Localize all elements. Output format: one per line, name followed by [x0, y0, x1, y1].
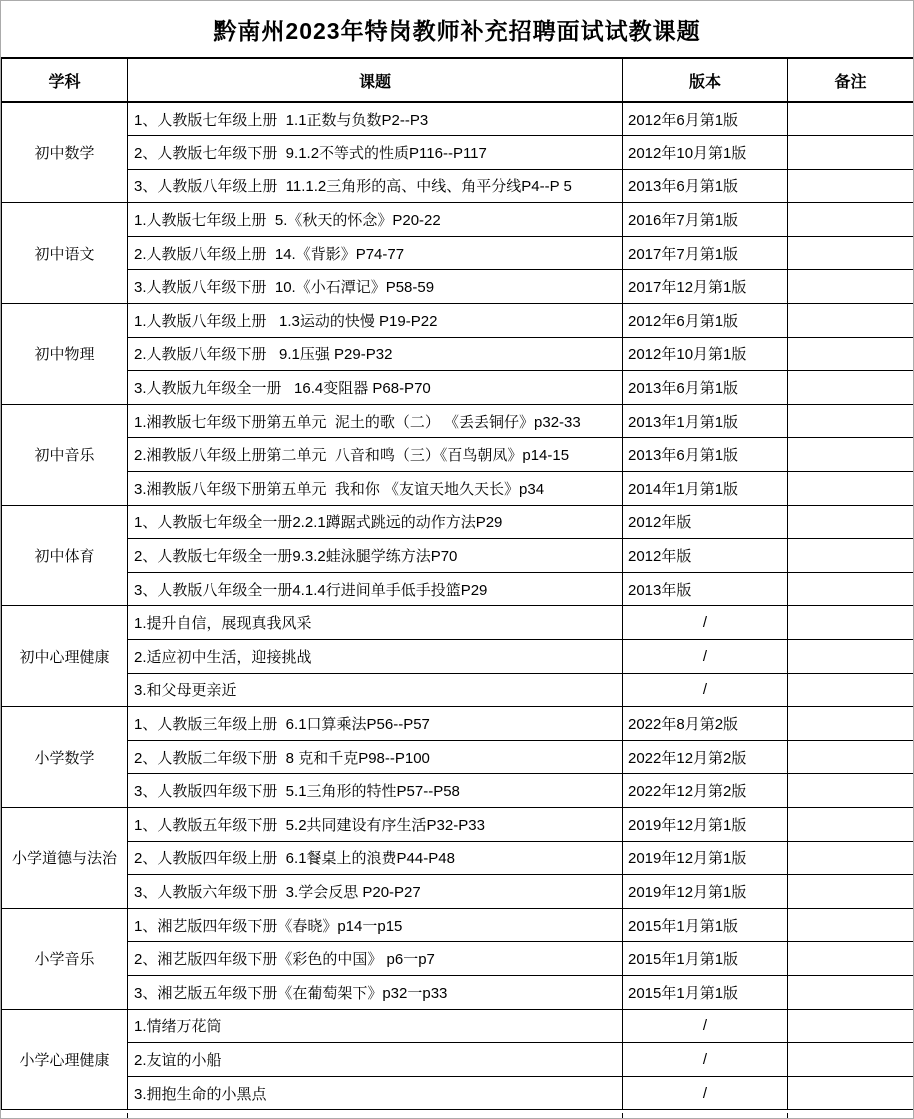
- version-cell: 2013年6月第1版: [623, 438, 788, 472]
- topic-cell: 2、人教版七年级全一册9.3.2蛙泳腿学练方法P70: [128, 539, 623, 573]
- table-row: [2, 102, 914, 136]
- version-cell: 2013年6月第1版: [623, 169, 788, 203]
- note-cell: [788, 640, 914, 674]
- topic-cell: 1.提升自信，展现真我风采: [128, 606, 623, 640]
- subject-cell: 初中心理健康: [2, 606, 128, 707]
- topic-cell: 3、人教版八年级上册 11.1.2三角形的高、中线、角平分线P4--P 5: [128, 169, 623, 203]
- topic-cell: 2.人教版八年级上册 14.《背影》P74-77: [128, 236, 623, 270]
- note-cell: [788, 102, 914, 136]
- topic-cell: 1、人教版三年级上册 6.1口算乘法P56--P57: [128, 707, 623, 741]
- version-cell: 2012年10月第1版: [623, 136, 788, 170]
- topic-cell: 2.适应初中生活，迎接挑战: [128, 640, 623, 674]
- column-divider: [622, 1113, 623, 1118]
- version-cell: 2013年1月第1版: [623, 404, 788, 438]
- topic-cell: 1、人教版五年级下册 5.2共同建设有序生活P32-P33: [128, 807, 623, 841]
- version-cell: 2012年6月第1版: [623, 304, 788, 338]
- note-cell: [788, 707, 914, 741]
- version-cell: /: [623, 1043, 788, 1077]
- note-cell: [788, 572, 914, 606]
- note-cell: [788, 472, 914, 506]
- table-row: [2, 908, 914, 942]
- version-cell: 2013年版: [623, 572, 788, 606]
- table-row: [2, 942, 914, 976]
- note-cell: [788, 807, 914, 841]
- note-cell: [788, 1009, 914, 1043]
- header-row: [2, 58, 914, 102]
- note-cell: [788, 875, 914, 909]
- column-header-note: 备注: [788, 58, 914, 102]
- page-title: 黔南州2023年特岗教师补充招聘面试试教课题: [213, 17, 701, 44]
- note-cell: [788, 740, 914, 774]
- version-cell: 2012年版: [623, 539, 788, 573]
- version-cell: 2013年6月第1版: [623, 371, 788, 405]
- version-cell: 2019年12月第1版: [623, 875, 788, 909]
- note-cell: [788, 337, 914, 371]
- topic-cell: 3、人教版四年级下册 5.1三角形的特性P57--P58: [128, 774, 623, 808]
- subject-cell: 初中音乐: [2, 404, 128, 505]
- table-row: [2, 472, 914, 506]
- note-cell: [788, 942, 914, 976]
- table-row: [2, 606, 914, 640]
- version-cell: /: [623, 1009, 788, 1043]
- version-cell: /: [623, 606, 788, 640]
- version-cell: /: [623, 673, 788, 707]
- table-row: [2, 841, 914, 875]
- topics-table: [1, 57, 914, 1110]
- column-divider: [787, 1113, 788, 1118]
- column-header-topic: 课题: [128, 58, 623, 102]
- topic-cell: 3、湘艺版五年级下册《在葡萄架下》p32一p33: [128, 975, 623, 1009]
- topic-cell: 2、人教版七年级下册 9.1.2不等式的性质P116--P117: [128, 136, 623, 170]
- version-cell: /: [623, 1076, 788, 1110]
- note-cell: [788, 371, 914, 405]
- topic-cell: 3.湘教版八年级下册第五单元 我和你 《友谊天地久天长》p34: [128, 472, 623, 506]
- note-cell: [788, 606, 914, 640]
- table-row: [2, 572, 914, 606]
- subject-cell: 初中语文: [2, 203, 128, 304]
- note-cell: [788, 136, 914, 170]
- note-cell: [788, 304, 914, 338]
- version-cell: /: [623, 640, 788, 674]
- note-cell: [788, 975, 914, 1009]
- topic-cell: 3.人教版九年级全一册 16.4变阻器 P68-P70: [128, 371, 623, 405]
- topic-cell: 2、人教版四年级上册 6.1餐桌上的浪费P44-P48: [128, 841, 623, 875]
- note-cell: [788, 1076, 914, 1110]
- topic-cell: 1、湘艺版四年级下册《春晓》p14一p15: [128, 908, 623, 942]
- table-row: [2, 337, 914, 371]
- topic-cell: 3、人教版八年级全一册4.1.4行进间单手低手投篮P29: [128, 572, 623, 606]
- table-row: [2, 404, 914, 438]
- table-row: [2, 640, 914, 674]
- version-cell: 2017年7月第1版: [623, 236, 788, 270]
- table-row: [2, 539, 914, 573]
- topic-cell: 2、人教版二年级下册 8 克和千克P98--P100: [128, 740, 623, 774]
- column-header-version: 版本: [623, 58, 788, 102]
- table-row: [2, 1009, 914, 1043]
- table-row: [2, 1043, 914, 1077]
- topic-cell: 1、人教版七年级全一册2.2.1蹲踞式跳远的动作方法P29: [128, 505, 623, 539]
- version-cell: 2017年12月第1版: [623, 270, 788, 304]
- table-row: [2, 673, 914, 707]
- table-row: [2, 169, 914, 203]
- version-cell: 2015年1月第1版: [623, 975, 788, 1009]
- note-cell: [788, 1043, 914, 1077]
- note-cell: [788, 203, 914, 237]
- topic-cell: 2.湘教版八年级上册第二单元 八音和鸣（三）《百鸟朝凤》p14-15: [128, 438, 623, 472]
- table-body: [2, 102, 914, 1110]
- note-cell: [788, 774, 914, 808]
- table-row: [2, 975, 914, 1009]
- topic-cell: 1.湘教版七年级下册第五单元 泥土的歌（二） 《丢丢铜仔》p32-33: [128, 404, 623, 438]
- table-row: [2, 236, 914, 270]
- table-row: [2, 136, 914, 170]
- table-row: [2, 505, 914, 539]
- version-cell: 2019年12月第1版: [623, 807, 788, 841]
- subject-cell: 小学数学: [2, 707, 128, 808]
- table-row: [2, 304, 914, 338]
- subject-cell: 小学道德与法治: [2, 807, 128, 908]
- topic-cell: 3.和父母更亲近: [128, 673, 623, 707]
- table-row: [2, 270, 914, 304]
- topic-cell: 3、人教版六年级下册 3.学会反思 P20-P27: [128, 875, 623, 909]
- version-cell: 2015年1月第1版: [623, 908, 788, 942]
- topic-cell: 3.人教版八年级下册 10.《小石潭记》P58-59: [128, 270, 623, 304]
- note-cell: [788, 673, 914, 707]
- note-cell: [788, 270, 914, 304]
- note-cell: [788, 236, 914, 270]
- subject-cell: 初中物理: [2, 304, 128, 405]
- note-cell: [788, 169, 914, 203]
- version-cell: 2022年8月第2版: [623, 707, 788, 741]
- note-cell: [788, 505, 914, 539]
- topic-cell: 1.人教版七年级上册 5.《秋天的怀念》P20-22: [128, 203, 623, 237]
- version-cell: 2012年6月第1版: [623, 102, 788, 136]
- table-row: [2, 203, 914, 237]
- subject-cell: 小学心理健康: [2, 1009, 128, 1110]
- topic-cell: 1.人教版八年级上册 1.3运动的快慢 P19-P22: [128, 304, 623, 338]
- version-cell: 2014年1月第1版: [623, 472, 788, 506]
- topic-cell: 3.拥抱生命的小黑点: [128, 1076, 623, 1110]
- note-cell: [788, 908, 914, 942]
- note-cell: [788, 438, 914, 472]
- topic-cell: 1.情绪万花筒: [128, 1009, 623, 1043]
- table-row: [2, 438, 914, 472]
- version-cell: 2012年10月第1版: [623, 337, 788, 371]
- version-cell: 2015年1月第1版: [623, 942, 788, 976]
- table-row: [2, 807, 914, 841]
- version-cell: 2019年12月第1版: [623, 841, 788, 875]
- note-cell: [788, 404, 914, 438]
- version-cell: 2016年7月第1版: [623, 203, 788, 237]
- topic-cell: 1、人教版七年级上册 1.1正数与负数P2--P3: [128, 102, 623, 136]
- table-row: [2, 875, 914, 909]
- table-row: [2, 707, 914, 741]
- topic-cell: 2、湘艺版四年级下册《彩色的中国》 p6一p7: [128, 942, 623, 976]
- subject-cell: 初中数学: [2, 102, 128, 203]
- version-cell: 2012年版: [623, 505, 788, 539]
- column-header-subject: 学科: [2, 58, 128, 102]
- column-divider: [127, 1113, 128, 1118]
- table-row: [2, 371, 914, 405]
- subject-cell: 小学音乐: [2, 908, 128, 1009]
- topic-cell: 2.友谊的小船: [128, 1043, 623, 1077]
- note-cell: [788, 841, 914, 875]
- version-cell: 2022年12月第2版: [623, 740, 788, 774]
- table-row: [2, 774, 914, 808]
- topic-cell: 2.人教版八年级下册 9.1压强 P29-P32: [128, 337, 623, 371]
- subject-cell: 初中体育: [2, 505, 128, 606]
- version-cell: 2022年12月第2版: [623, 774, 788, 808]
- table-row: [2, 1076, 914, 1110]
- table-bottom-edge: [1, 1113, 913, 1118]
- table-row: [2, 740, 914, 774]
- note-cell: [788, 539, 914, 573]
